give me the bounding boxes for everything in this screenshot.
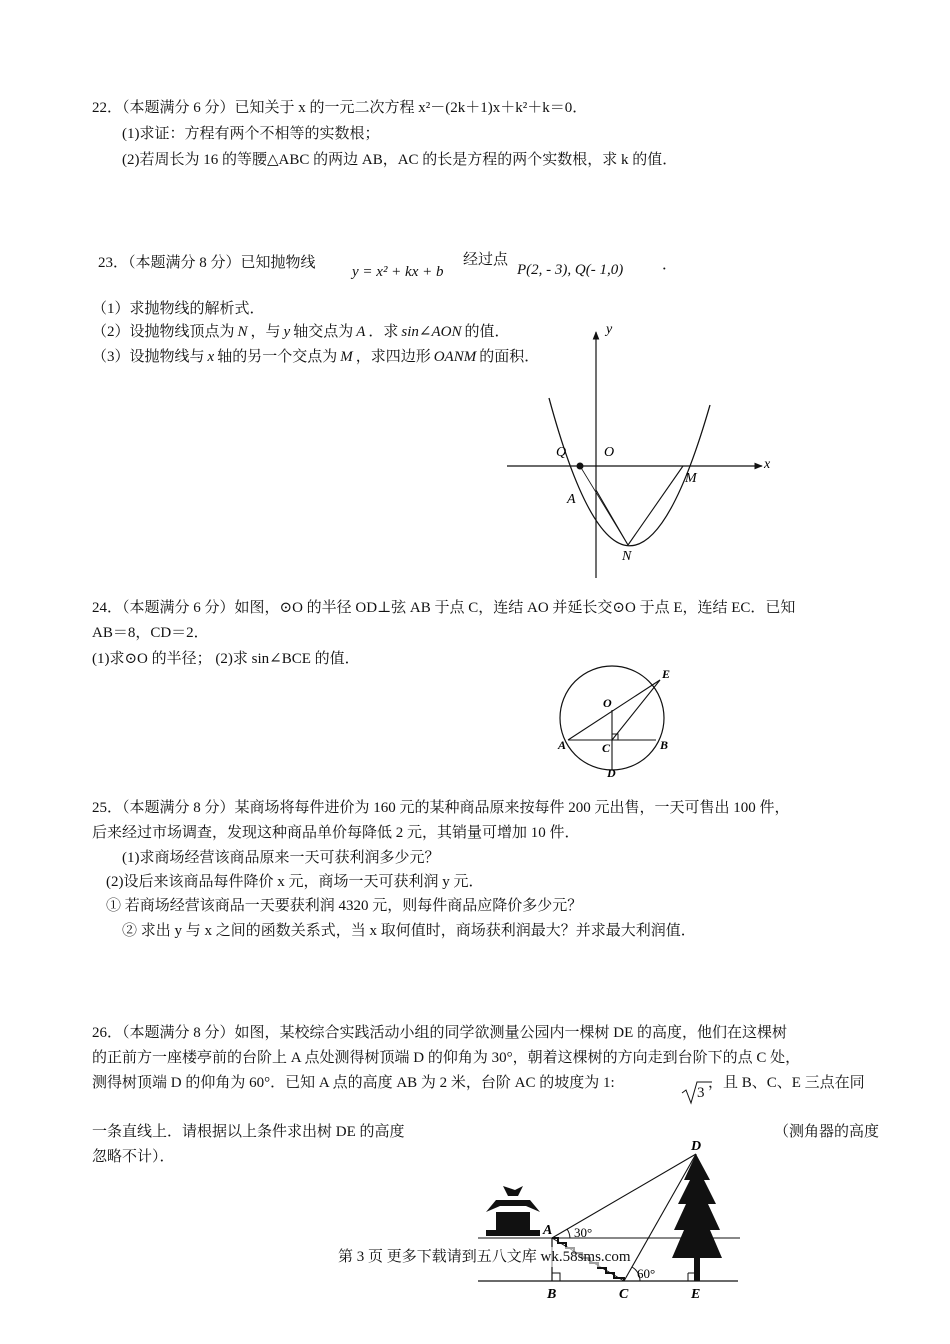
fig24-label-O: O (603, 696, 612, 710)
q23-p3-M: M (340, 349, 353, 365)
q23-formula: y = x² + kx + b (352, 264, 444, 280)
q22-part1: (1)求证：方程有两个不相等的实数根； (122, 126, 380, 142)
q23-p2-A: A (356, 324, 366, 340)
pavilion-body (496, 1212, 530, 1230)
q26-stem3-b: ，且 B、C、E 三点在同 (708, 1075, 865, 1091)
q25-part1: (1)求商场经营该商品原来一天可获利润多少元？ (122, 850, 440, 866)
fig26-label-A: A (543, 1223, 553, 1238)
pavilion-roof-mid (486, 1200, 540, 1212)
q23-p3-a: （3）设抛物线与 (92, 349, 205, 365)
q23-p3-x: x (207, 349, 215, 365)
q25-part2a: ① 若商场经营该商品一天要获利润 4320 元，则每件商品应降价多少元？ (106, 898, 583, 914)
fig26-label-E: E (691, 1287, 701, 1302)
fig26-label-D: D (691, 1139, 702, 1154)
q26-stem4-b: （测角器的高度 (774, 1124, 880, 1140)
q23-stem-a: 23．（本题满分 8 分）已知抛物线 (98, 255, 316, 271)
q25-part2: (2)设后来该商品每件降价 x 元，商场一天可获利润 y 元． (106, 874, 484, 890)
q23-p3-d: 的面积． (479, 349, 540, 365)
arc-30 (567, 1229, 570, 1238)
fig24-label-A: A (558, 738, 567, 752)
fig26-label-B: B (547, 1287, 557, 1302)
q23-points: P(2, - 3), Q(- 1,0) (517, 262, 624, 278)
q23-p2-e: 的值． (464, 324, 510, 340)
q23-stem-end: ． (662, 257, 678, 273)
q22-part2: (2)若周长为 16 的等腰△ABC 的两边 AB，AC 的长是方程的两个实数根，求 k 的值． (122, 152, 678, 168)
q24-stem2: AB＝8，CD＝2． (92, 625, 209, 641)
q25-part2b: ② 求出 y 与 x 之间的函数关系式，当 x 取何值时，商场获利润最大？并求最大利润值． (122, 923, 696, 939)
fig24-label-D: D (607, 766, 616, 780)
q25-stem2: 后来经过市场调查，发现这种商品单价每降低 2 元，其销量可增加 10 件． (92, 825, 580, 841)
fig26-angle-60: 60° (637, 1266, 656, 1281)
q26-sqrt-value: 3 (697, 1085, 705, 1101)
q23-part1: （1）求抛物线的解析式． (92, 301, 265, 317)
fig26-label-C: C (619, 1287, 629, 1302)
label-A: A (567, 492, 576, 507)
q26-stem4-a: 一条直线上．请根据以上条件求出树 DE 的高度 (92, 1124, 405, 1140)
label-x: x (764, 457, 771, 472)
q23-p3-quad: OANM (433, 349, 477, 365)
q23-p2-N: N (237, 324, 248, 340)
fig24-label-C: C (602, 741, 611, 755)
q23-p2-d: ．求 (368, 324, 399, 340)
right-angle-B (552, 1273, 560, 1281)
q24-parts: (1)求⊙O 的半径； (2)求 sin∠BCE 的值． (92, 651, 360, 667)
tree-icon (672, 1154, 722, 1281)
q23-p3-b: 轴的另一个交点为 (217, 349, 338, 365)
fig26-angle-30: 30° (574, 1225, 593, 1240)
label-Q: Q (556, 445, 567, 460)
q26-stem5: 忽略不计）． (92, 1149, 175, 1165)
q22-stem: 22．（本题满分 6 分）已知关于 x 的一元二次方程 x²－(2k＋1)x＋k²＋k＝0． (92, 100, 588, 116)
pavilion-base (486, 1230, 540, 1236)
label-N: N (622, 549, 632, 564)
q26-stem2: 的正前方一座楼亭前的台阶上 A 点处测得树顶端 D 的仰角为 30°，朝着这棵树的方向走到台阶下的点 C 处， (92, 1050, 801, 1066)
q26-stem: 26．（本题满分 8 分）如图，某校综合实践活动小组的同学欲测量公园内一棵树 DE 的高度，他们在这棵树 (92, 1025, 787, 1041)
pavilion-icon (486, 1186, 540, 1236)
q23-p2-sin: sin∠AON (401, 324, 462, 340)
fig24-label-E: E (662, 667, 671, 681)
q23-p2-b: ，与 (250, 324, 281, 340)
q23-stem-b: 经过点 (463, 252, 509, 268)
q24-stem: 24．（本题满分 6 分）如图，⊙O 的半径 OD⊥弦 AB 于点 C，连结 AO 并延长交⊙O 于点 E，连结 EC．已知 (92, 600, 796, 616)
pavilion-roof-top (503, 1186, 523, 1196)
q23-p2-a: （2）设抛物线顶点为 (92, 324, 235, 340)
q26-stem3-a: 测得树顶端 D 的仰角为 60°．已知 A 点的高度 AB 为 2 米，台阶 AC 的坡度为 1: (92, 1075, 615, 1091)
page-footer: 第 3 页 更多下载请到五八文库 wk.58sms.com (338, 1249, 631, 1265)
label-M: M (685, 471, 697, 486)
label-y: y (606, 322, 613, 337)
q23-p2-c: 轴交点为 (293, 324, 354, 340)
fig24-label-B: B (660, 738, 669, 752)
q25-stem: 25．（本题满分 8 分）某商场将每件进价为 160 元的某种商品原来按每件 200 元出售，一天可售出 100 件， (92, 800, 790, 816)
q23-p2-y: y (283, 324, 291, 340)
q23-p3-c: ，求四边形 (355, 349, 431, 365)
label-O: O (604, 445, 615, 460)
